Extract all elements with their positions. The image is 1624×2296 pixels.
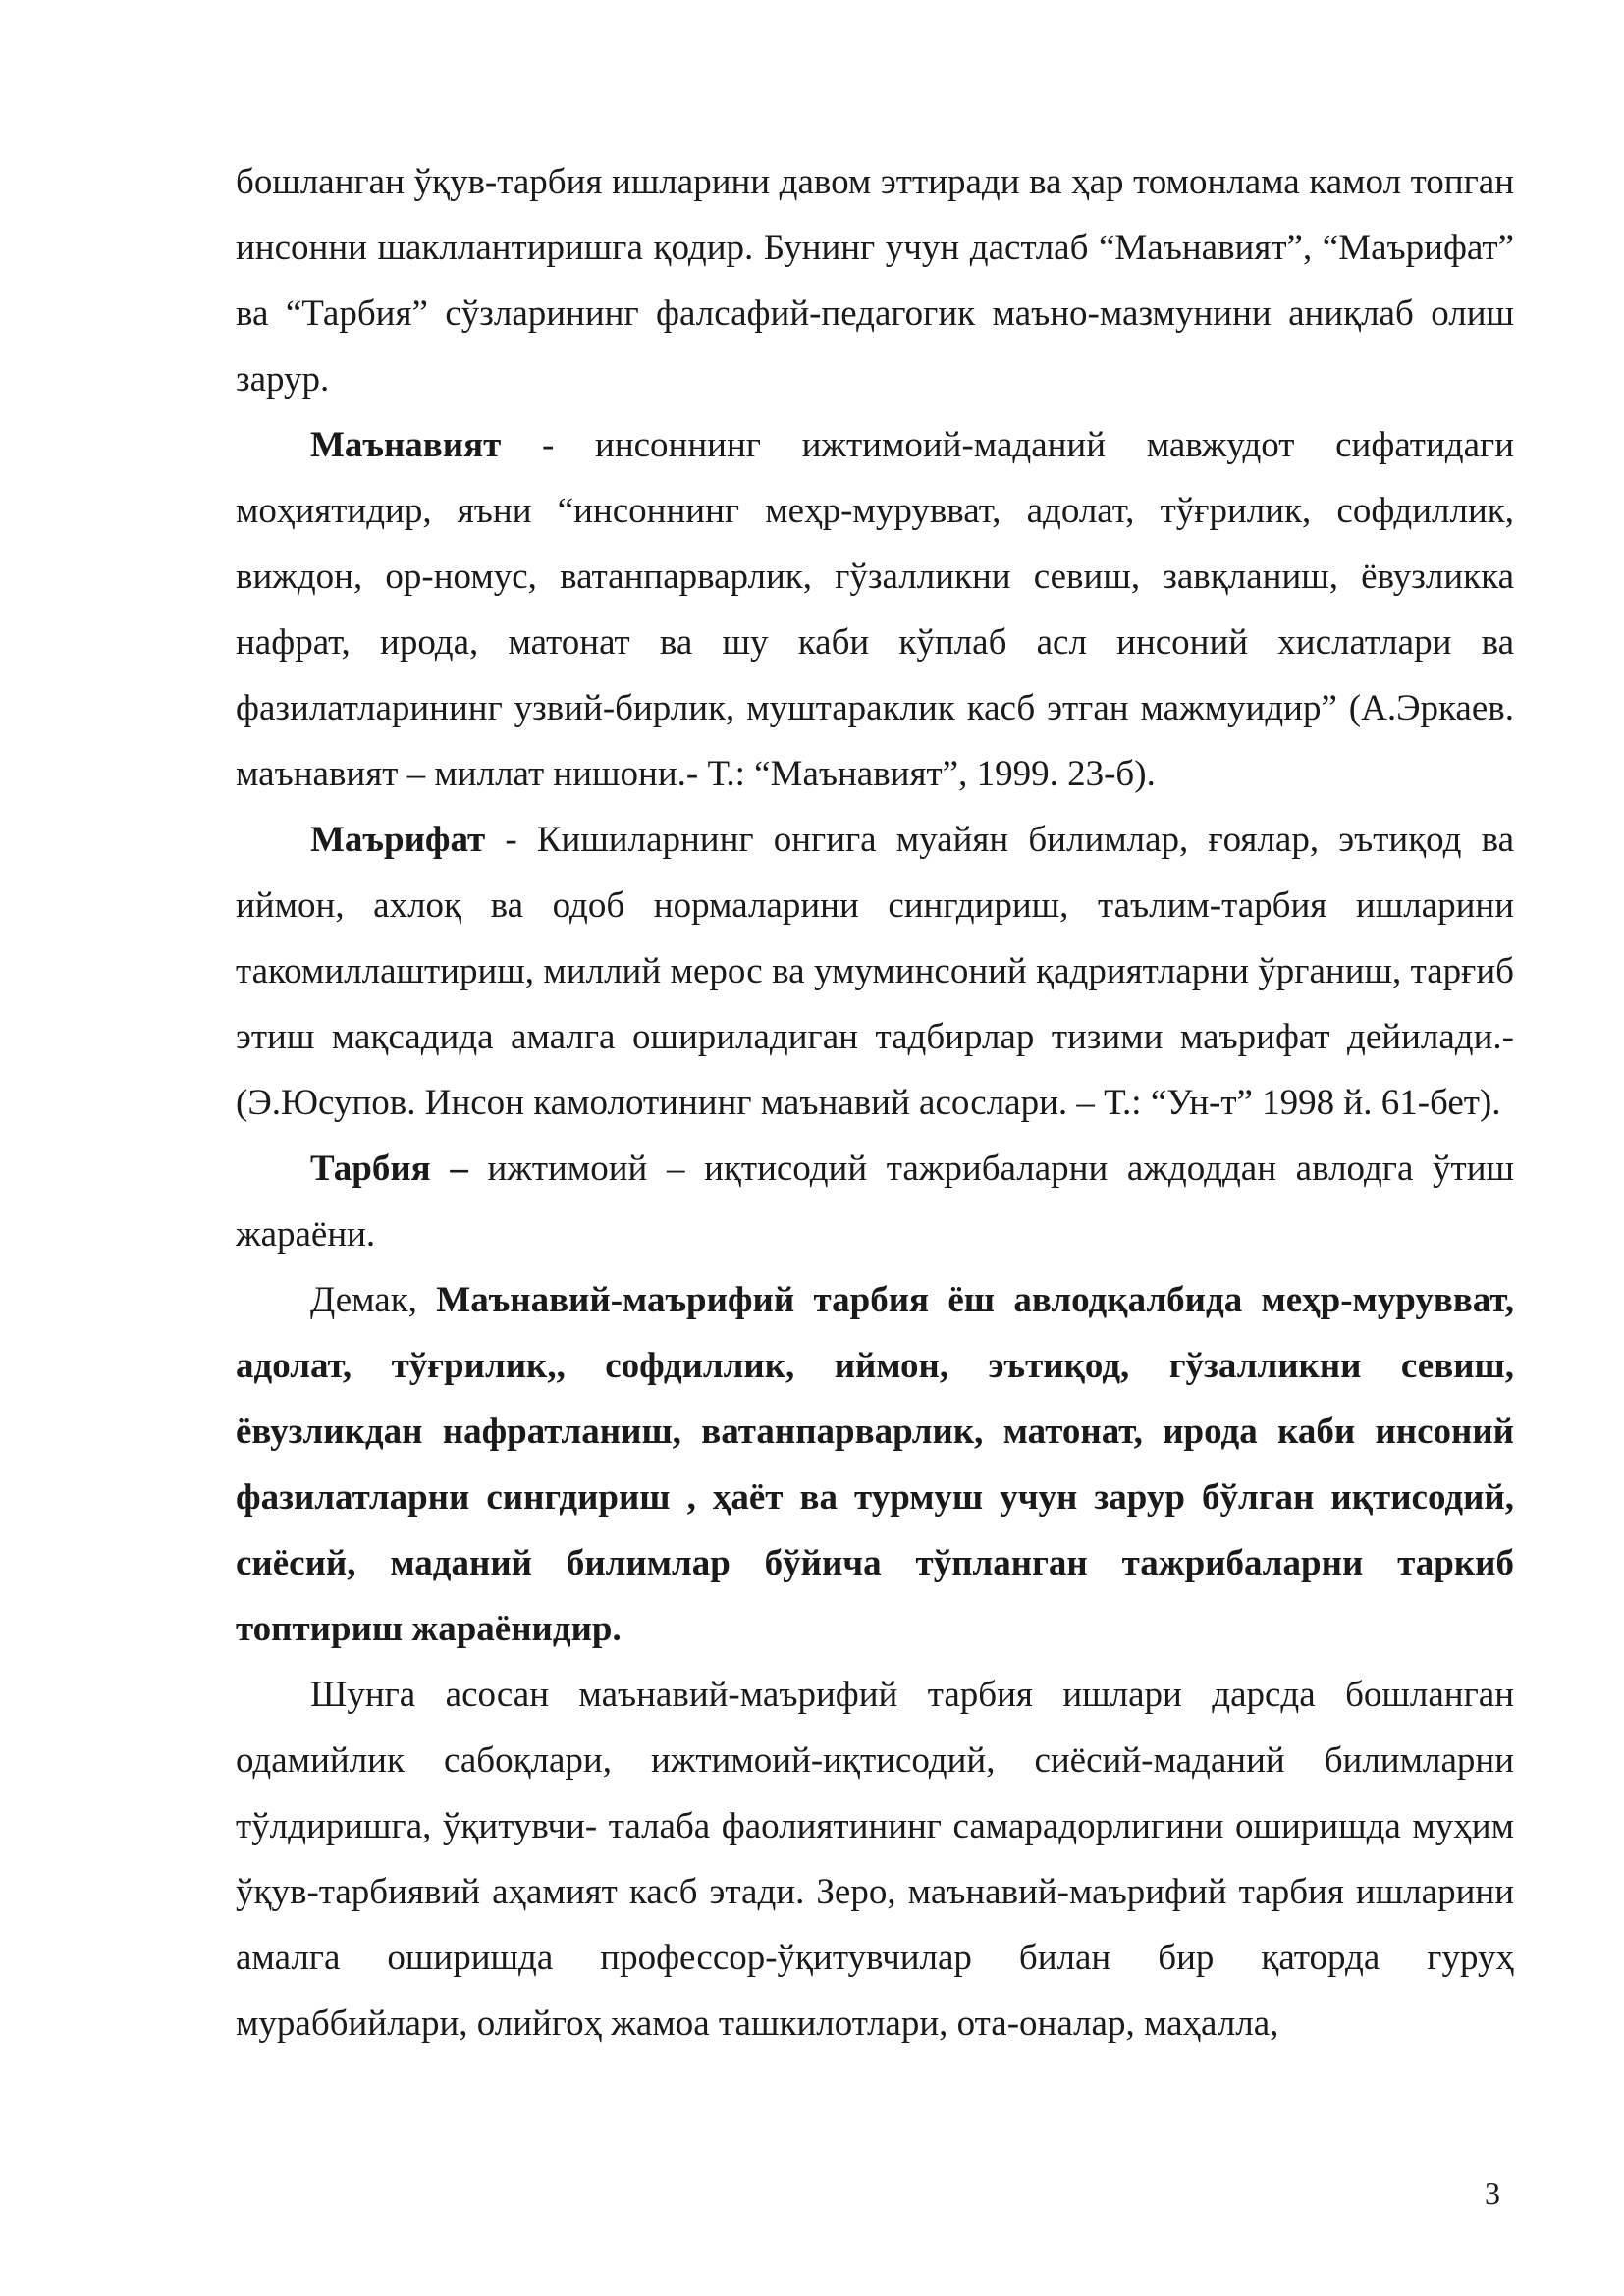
definition-tarbiya: ижтимоий – иқтисодий тажрибаларни аждоддан авлодга ўтиш жараёни.	[236, 1148, 1515, 1255]
definition-manaviyat: - инсоннинг ижтимоий-маданий мавжудот сифатидаги моҳиятидир, яъни “инсоннинг меҳр-мурувват, адолат, тўғрилик, софдиллик, виждон, ор-номус, ватанпарварлик, гўзалликни севиш, завқланиш, ёвузликка нафрат, ирода, матонат ва шу каби кўплаб асл инсоний хислатлари ва фазилатларининг узвий-бирлик, муштараклик касб этган мажмуидир” (А.Эркаев. маънавият – миллат нишони.- Т.: “Маънавият”, 1999. 23-б).	[236, 425, 1514, 794]
paragraph-conclusion	[236, 1267, 1514, 1662]
page-number: 3	[1485, 2175, 1500, 2211]
definition-marifat: - Кишиларнинг онгига муайян билимлар, ғоялар, эътиқод ва иймон, ахлоқ ва одоб нормаларини сингдириш, таълим-тарбия ишларини такомиллаштириш, миллий мерос ва умуминсоний қадриятларни ўрганиш, тарғиб этиш мақсадида амалга ошириладиган тадбирлар тизими маърифат дейилади.- (Э.Юсупов. Инсон камолотининг маънавий асослари. – Т.: “Ун-т” 1998 й. 61-бет).	[236, 820, 1514, 1123]
term-marifat: Маърифат	[310, 820, 486, 860]
document-body	[236, 149, 1514, 2056]
term-tarbiya: Тарбия –	[310, 1148, 468, 1189]
conclusion-lead: Демак,	[310, 1280, 437, 1320]
paragraph-tarbiya	[236, 1136, 1514, 1267]
paragraph-intro: бошланган ўқув-тарбия ишларини давом эттиради ва ҳар томонлама камол топган инсонни шакллантиришга қодир. Бунинг учун дастлаб “Маънавият”, “Маърифат” ва “Тарбия” сўзларининг фалсафий-педагогик маъно-мазмунини аниқлаб олиш зарур.	[236, 162, 1514, 400]
paragraph-final: Шунга асосан маънавий-маърифий тарбия ишлари дарсда бошланган одамийлик сабоқлари, ижтимоий-иқтисодий, сиёсий-маданий билимларни тўлдиришга, ўқитувчи- талаба фаолиятининг самарадорлигини оширишда муҳим ўқув-тарбиявий аҳамият касб этади. Зеро, маънавий-маърифий тарбия ишларини амалга оширишда профессор-ўқитувчилар билан бир қаторда гуруҳ мураббийлари, олийгоҳ жамоа ташкилотлари, ота-оналар, маҳалла,	[236, 1675, 1514, 2044]
term-manaviyat: Маънавият	[310, 425, 502, 465]
paragraph-manaviyat	[236, 412, 1514, 807]
conclusion-bold: Маънавий-маърифий тарбия ёш авлодқалбида меҳр-мурувват, адолат, тўғрилик,, софдиллик, иймон, эътиқод, гўзалликни севиш, ёвузликдан нафратланиш, ватанпарварлик, матонат, ирода каби инсоний фазилатларни сингдириш , ҳаёт ва турмуш учун зарур бўлган иқтисодий, сиёсий, маданий билимлар бўйича тўпланган тажрибаларни таркиб топтириш жараёнидир.	[236, 1280, 1514, 1649]
paragraph-marifat	[236, 807, 1514, 1136]
